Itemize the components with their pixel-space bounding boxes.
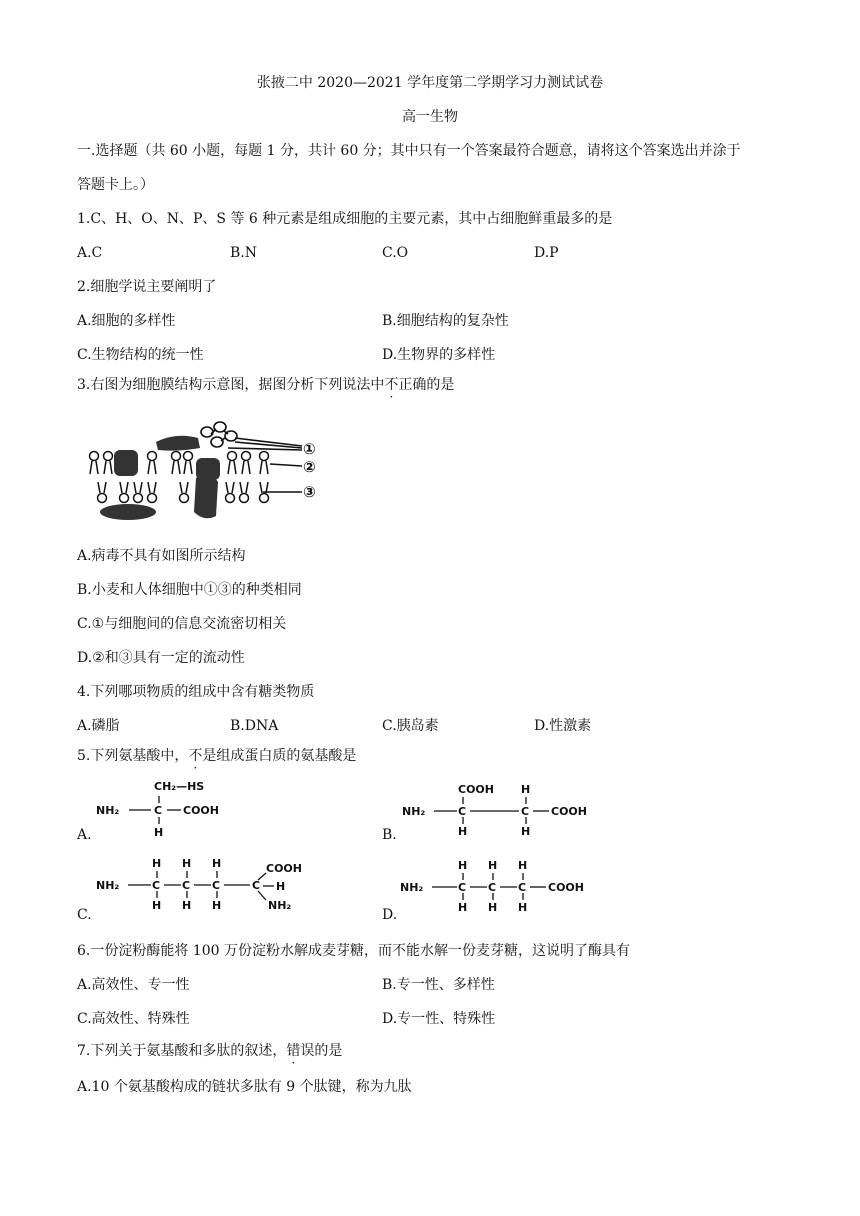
carboxyl-group-label: COOH [458, 783, 494, 796]
q5-stem-emphasis: 不 [188, 748, 203, 764]
hydrogen-label: H [458, 825, 468, 838]
side-chain-label: CH₂—HS [154, 780, 205, 793]
hydrogen-label: H [276, 880, 286, 893]
q5-option-a[interactable]: A. [77, 827, 92, 843]
alpha-carbon-label: C [252, 879, 261, 892]
q3-option-c[interactable]: C.①与细胞间的信息交流密切相关 [77, 616, 287, 632]
hydrogen-label: H [518, 859, 528, 872]
alpha-carbon-label: C [518, 881, 527, 894]
hydrogen-label: H [154, 826, 164, 839]
hydrogen-label: H [521, 825, 531, 838]
q4-option-d[interactable]: D.性激素 [534, 718, 592, 734]
amino-group-label: NH₂ [96, 879, 120, 892]
q1-option-d[interactable]: D.P [534, 245, 559, 261]
q6-option-b[interactable]: B.专一性、多样性 [382, 977, 495, 993]
section-instructions-line1: 一.选择题（共 60 小题，每题 1 分，共计 60 分；其中只有一个答案最符合题意，请将这个答案选出并涂于 [77, 143, 741, 159]
q5-structure-b [402, 782, 612, 838]
q4-option-a[interactable]: A.磷脂 [77, 718, 120, 734]
q6-option-a[interactable]: A.高效性、专一性 [77, 977, 190, 993]
q7-stem-pre: 7.下列关于氨基酸和多肽的叙述， [77, 1043, 287, 1059]
q6-option-c[interactable]: C.高效性、特殊性 [77, 1011, 190, 1027]
q3-stem-pre: 3.右图为细胞膜结构示意图，据图分析下列说法中 [77, 377, 385, 393]
q5-stem-pre: 5.下列氨基酸中， [77, 748, 189, 764]
hydrogen-label: H [458, 859, 468, 872]
q4-stem: 4.下列哪项物质的组成中含有糖类物质 [77, 684, 315, 700]
q3-option-a[interactable]: A.病毒不具有如图所示结构 [77, 548, 246, 564]
hydrogen-label: H [518, 901, 528, 914]
transmembrane-protein [194, 475, 218, 518]
hydrogen-label: H [521, 783, 531, 796]
q5-stem [77, 747, 356, 765]
q5-structure-a [96, 776, 256, 840]
peripheral-protein-bottom [100, 504, 156, 520]
hydrogen-label: H [488, 859, 498, 872]
amino-group-label: NH₂ [268, 899, 292, 912]
exam-title: 张掖二中 2020—2021 学年度第二学期学习力测试试卷 [256, 75, 604, 91]
hydrogen-label: H [212, 899, 222, 912]
q1-option-b[interactable]: B.N [230, 245, 257, 261]
q5-option-d[interactable]: D. [382, 907, 398, 923]
exam-subject: 高一生物 [402, 109, 458, 125]
hydrogen-label: H [152, 857, 162, 870]
q4-option-b[interactable]: B.DNA [230, 718, 279, 734]
carbon-label: C [458, 805, 467, 818]
q3-option-b[interactable]: B.小麦和人体细胞中①③的种类相同 [77, 582, 302, 598]
section-instructions-line2: 答题卡上。） [77, 177, 154, 193]
carboxyl-group-label: COOH [551, 805, 587, 818]
q4-option-c[interactable]: C.胰岛素 [382, 718, 439, 734]
amino-group-label: NH₂ [400, 881, 424, 894]
q2-option-c[interactable]: C.生物结构的统一性 [77, 347, 204, 363]
glycolipid-head [156, 436, 200, 451]
q1-option-c[interactable]: C.O [382, 245, 409, 261]
hydrogen-label: H [152, 899, 162, 912]
hydrogen-label: H [182, 899, 192, 912]
q7-stem-emphasis: 错 [286, 1043, 301, 1059]
q2-option-b[interactable]: B.细胞结构的复杂性 [382, 313, 509, 329]
hydrogen-label: H [488, 901, 498, 914]
q1-option-a[interactable]: A.C [77, 245, 103, 261]
q2-option-d[interactable]: D.生物界的多样性 [382, 347, 496, 363]
carboxyl-group-label: COOH [183, 804, 219, 817]
carboxyl-group-label: COOH [266, 862, 302, 875]
alpha-carbon-label: C [154, 804, 163, 817]
q7-option-a[interactable]: A.10 个氨基酸构成的链状多肽有 9 个肽键，称为九肽 [77, 1079, 412, 1095]
q5-structure-d [400, 858, 620, 918]
amino-group-label: NH₂ [402, 805, 426, 818]
diagram-label-3: ③ [303, 483, 316, 501]
carbon-label: C [152, 879, 161, 892]
q6-option-d[interactable]: D.专一性、特殊性 [382, 1011, 496, 1027]
carbon-label: C [488, 881, 497, 894]
q5-option-b[interactable]: B. [382, 827, 397, 843]
hydrogen-label: H [458, 901, 468, 914]
q5-option-c[interactable]: C. [77, 907, 92, 923]
membrane-protein-left [114, 450, 138, 476]
q3-stem [77, 376, 454, 394]
diagram-label-1: ① [303, 440, 316, 458]
carbon-label: C [521, 805, 530, 818]
q2-option-a[interactable]: A.细胞的多样性 [77, 313, 176, 329]
q2-stem: 2.细胞学说主要阐明了 [77, 279, 217, 295]
carbon-label: C [212, 879, 221, 892]
cell-membrane-diagram [80, 412, 330, 528]
q7-stem-post: 误的是 [300, 1043, 343, 1059]
q3-option-d[interactable]: D.②和③具有一定的流动性 [77, 650, 245, 666]
carbon-label: C [458, 881, 467, 894]
q6-stem: 6.一份淀粉酶能将 100 万份淀粉水解成麦芽糖，而不能水解一份麦芽糖，这说明了酶具有 [77, 943, 630, 959]
carbon-label: C [182, 879, 191, 892]
amino-group-label: NH₂ [96, 804, 120, 817]
diagram-label-2: ② [303, 458, 316, 476]
glycoprotein-chain [201, 422, 237, 447]
q5-stem-post: 是组成蛋白质的氨基酸是 [202, 748, 357, 764]
q7-stem [77, 1042, 342, 1060]
q5-structure-c [96, 856, 336, 922]
hydrogen-label: H [212, 857, 222, 870]
q1-stem: 1.C、H、O、N、P、S 等 6 种元素是组成细胞的主要元素，其中占细胞鲜重最多的是 [77, 211, 613, 227]
hydrogen-label: H [182, 857, 192, 870]
carboxyl-group-label: COOH [548, 881, 584, 894]
q3-stem-emphasis: 不 [384, 377, 399, 393]
q3-stem-post: 正确的是 [398, 377, 455, 393]
